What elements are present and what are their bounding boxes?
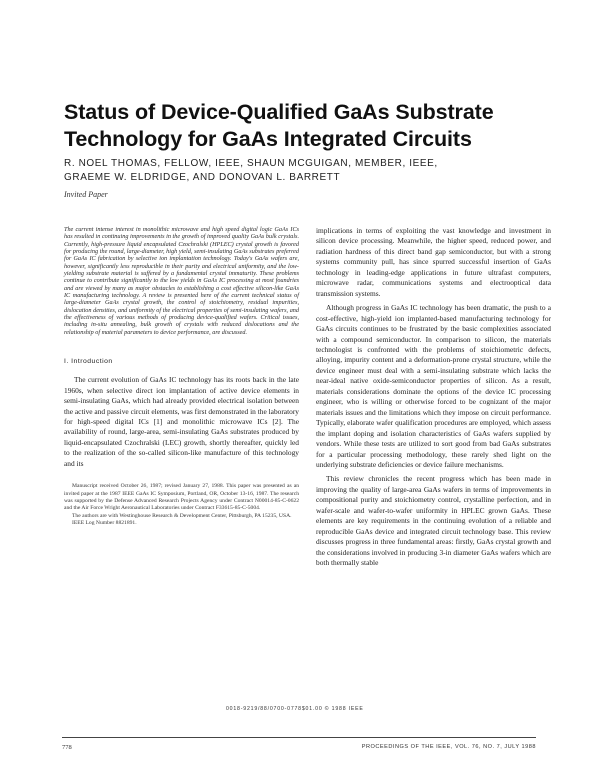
introduction-paragraph: The current evolution of GaAs IC technology has its roots back in the late 1960s, when selective direct ion implantation of active device elements in semi-insulating GaAs, which had already provided electrical isolation between the active and passive circuit elements, was first demonstrated in the laboratory for high-speed digital ICs [1] and monolithic microwave ICs [2]. The availability of round, large-area, semi-insulating GaAs substrates produced by liquid-encapsulated Czochralski (LEC) growth, shortly thereafter, quickly led to the realization of the so-called silicon-like manufacture of this technology and its — [64, 375, 299, 468]
body-paragraph: This review chronicles the recent progress which has been made in improving the quality of large-area GaAs wafers in terms of improvements in compositional purity and stoichiometry control, crystalline perfection, and in wafer-scale and wafer-to-wafer uniformity in HPLEC grown GaAs. These elements are key requirements in the continuing evolution of a reliable and reproducible GaAs device and integrated circuit technology base. This review discusses progress in three fundamental areas: firstly, GaAs crystal growth and the considerations involved in producing 3-in diameter GaAs wafers which are both thermally stable — [316, 474, 551, 568]
section-heading-introduction: I. Introduction — [64, 358, 113, 366]
footnote-authors-affiliation: The authors are with Westinghouse Research & Development Center, Pittsburgh, PA 15235, USA. — [72, 512, 292, 519]
footnote-log-number: IEEE Log Number 8821891. — [72, 520, 137, 527]
authors-line-2: GRAEME W. ELDRIDGE, AND DONOVAN L. BARRETT — [64, 172, 341, 183]
body-paragraph: implications in terms of exploiting the vast knowledge and investment in silicon device processing. Meanwhile, the higher speed, reduced power, and radiation hardness of this direct band gap semiconductor, but with a strong systems community pull, has since spurred successful insertion of GaAs technology in leading-edge applications in future ultrafast computers, microwave radar, communications systems and electrooptical data transmission systems. — [316, 226, 551, 298]
abstract: The current intense interest in monolithic microwave and high speed digital logic GaAs ICs has resulted in continuing improvements in the growth of improved quality GaAs bulk crystals. Currently, high-pressure liquid encapsulated Czochralski (HPLEC) crystal growth is favored for producing the round, large-diameter, high yield, semi-insulating GaAs substrates preferred for GaAs IC fabrication by selective ion implantation technology. Today's GaAs wafers are, however, significantly less reproducible in their purity and electrical uniformity, and the low-yielding substrate material is suffered by a fundamental crystal immaturity. These problems continue to contribute significantly to the low yields in GaAs IC processing at most foundries and are viewed by many as major obstacles to establishing a cost effective silicon-like GaAs IC manufacturing technology. A review is presented here of the current technical status of large-diameter GaAs crystal growth, the control of stoichiometry, residual impurities, dislocation densities, and uniformity of the electrical properties of semi-insulating wafers, and the effectiveness of various methods of producing device-qualified wafers. Critical issues, including in-situ annealing, bulk growth of crystals with reduced dislocations and the relationship of material parameters to device performance, are discussed. — [64, 226, 299, 336]
footnote-manuscript: Manuscript received October 26, 1987; revised January 27, 1988. This paper was presented as an invited paper at the 1987 IEEE GaAs IC Symposium, Portland, OR, October 13-16, 1987. The research was supported by the Defense Advanced Research Projects Agency under Contract N00014-85-C-0622 and the Air Force Wright Aeronautical Laboratories under Contract F33615-85-C-5004. — [64, 483, 299, 512]
authors-line-1: R. NOEL THOMAS, FELLOW, IEEE, SHAUN MCGUIGAN, MEMBER, IEEE, — [64, 158, 438, 169]
page-number: 778 — [62, 744, 72, 751]
author-list — [64, 157, 544, 185]
right-column — [316, 226, 551, 569]
body-paragraph: Although progress in GaAs IC technology has been dramatic, the push to a cost-effective, high-yield ion implanted-based manufacturing technology for GaAs circuits continues to be frustrated by the basic complexities associated with a compound semiconductor. In comparison to silicon, the materials technologist is confronted with the problems of stoichiometric defects, alloying, impurity content and a deformation-prone crystal structure, while the device engineer must deal with a semi-insulating substrate which lacks the near-ideal native oxide-semiconductor properties of silicon. As a result, materials considerations dominate the options of the device IC processing engineer, who is willing or otherwise forced to be cognizant of the major materials issues and the limitations which they impose on circuit performance. Typically, elaborate wafer qualification procedures are employed, which assess the implant doping and isolation characteristics of GaAs wafers supplied by vendors. While these tests are utilized to sort good from bad GaAs substrates for a particular processing methodology, these rarely shed light on the underlying substrate deficiencies or device failure mechanisms. — [316, 303, 551, 469]
journal-citation: PROCEEDINGS OF THE IEEE, VOL. 76, NO. 7, JULY 1988 — [361, 744, 536, 750]
copyright-id: 0018-9219/88/0700-0778$01.00 © 1988 IEEE — [226, 706, 364, 712]
paper-type-label: Invited Paper — [64, 190, 108, 199]
footnote — [64, 483, 299, 527]
paper-title: Status of Device-Qualified GaAs Substrate Technology for GaAs Integrated Circuits — [64, 100, 494, 151]
left-column — [64, 226, 299, 528]
footer-divider — [62, 737, 536, 738]
